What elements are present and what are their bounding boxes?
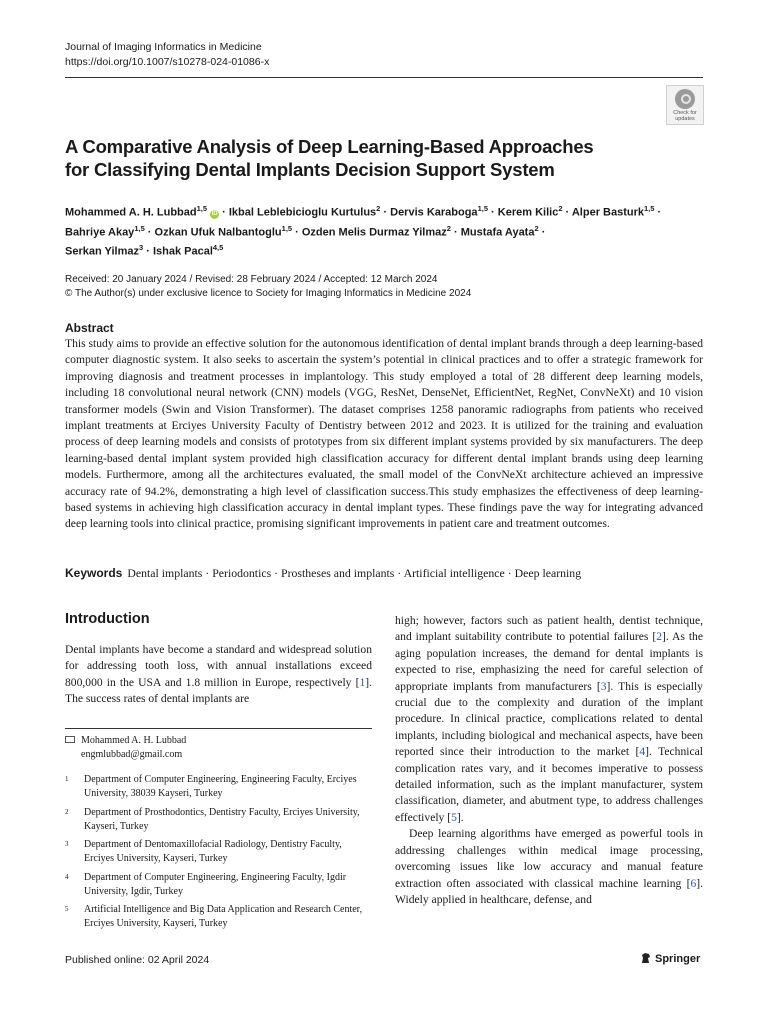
doi-link[interactable]: https://doi.org/10.1007/s10278-024-01086-x <box>65 56 270 68</box>
footnote-rule <box>65 728 372 729</box>
author-affiliation-mark: 3 <box>139 243 144 253</box>
author-name: Kerem Kilic <box>497 206 559 219</box>
springer-horse-icon <box>640 952 652 964</box>
paper-title <box>65 135 665 181</box>
affiliation-text: Department of Computer Engineering, Engineering Faculty, Igdir University, Igdir, Turkey <box>84 872 347 897</box>
affiliation-number: 2 <box>65 808 69 816</box>
check-updates-line2: updates <box>675 116 695 122</box>
corresponding-email[interactable]: engmlubbad@gmail.com <box>81 748 183 760</box>
introduction-heading: Introduction <box>65 611 150 627</box>
author-affiliation-mark: 1,5 <box>196 204 208 213</box>
affiliation-text: Artificial Intelligence and Big Data Application and Research Center, Erciyes University, Kayseri, Turkey <box>84 904 363 929</box>
citation-link[interactable]: 2 <box>656 630 662 644</box>
citation-link[interactable]: 5 <box>451 810 457 824</box>
author-affiliation-mark: 1,5 <box>134 223 145 233</box>
author-affiliation-mark: 2 <box>376 204 381 213</box>
affiliation-number: 4 <box>65 873 69 881</box>
copyright-line: © The Author(s) under exclusive licence to Society for Imaging Informatics in Medicine 2024 <box>65 288 472 299</box>
title-line-1: A Comparative Analysis of Deep Learning-Based Approaches <box>65 136 594 157</box>
affiliation-text: Department of Dentomaxillofacial Radiology, Dentistry Faculty, Erciyes University, Kayseri, Turkey <box>84 839 342 864</box>
corresponding-name: Mohammed A. H. Lubbad <box>81 735 187 746</box>
author-name: Ozkan Ufuk Nalbantoglu <box>154 226 282 239</box>
published-date: Published online: 02 April 2024 <box>65 954 210 966</box>
citation-link[interactable]: 1 <box>359 675 366 689</box>
author-affiliation-mark: 2 <box>446 223 451 233</box>
keywords-label: Keywords <box>65 566 123 580</box>
affiliation-number: 5 <box>65 905 69 913</box>
keywords-line <box>65 566 581 581</box>
check-updates-icon <box>675 89 695 109</box>
header-rule <box>65 77 703 78</box>
keywords-text: Dental implants · Periodontics · Prostheses and implants · Artificial intelligence · Deep learning <box>127 566 582 580</box>
author-name: Mohammed A. H. Lubbad <box>65 206 197 219</box>
abstract-text: This study aims to provide an effective solution for the autonomous identification of dental implant brands through a deep learning-based computer diagnostic system. It also seeks to ascertain the system’s potential in clinical practices and to offer a strategic framework for improving diagnosis and treatment processes in implantology. This study employed a total of 28 different deep learning models, including 18 convolutional neural network (CNN) models (VGG, ResNet, DenseNet, EfficientNet, RegNet, ConvNeXt) and 10 vision transformer models (Swin and Vision Transformer). The dataset comprises 1258 panoramic radiographs from patients who received implant treatments at Erciyes University Faculty of Dentistry between 2012 and 2023. It is utilized for the training and evaluation process of deep learning models and consists of prototypes from six different implant systems provided by six manufacturers. The deep learning-based dental implant system provided high classification accuracy for different dental implant brands using deep learning models. Furthermore, among all the architectures evaluated, the small model of the ConvNeXt architecture achieved an impressive accuracy rate of 94.2%, demonstrating a high level of classification success.This study emphasizes the effectiveness of deep learning-based systems in achieving high classification accuracy in dental implant types. These findings pave the way for integrating advanced deep learning tools into clinical practice, promising significant improvements in patient care and treatment outcomes. <box>65 337 703 531</box>
author-affiliation-mark: 1,5 <box>477 204 488 213</box>
author-name: Mustafa Ayata <box>460 226 535 239</box>
orcid-icon[interactable]: iD <box>211 210 218 217</box>
article-dates <box>65 273 471 301</box>
intro-paragraph-3: Deep learning algorithms have emerged as powerful tools in addressing challenges within medical image processing, overcoming issues like low accuracy and manual feature extraction often associated with classical machine learning [6]. Widely applied in healthcare, defense, and <box>395 827 703 906</box>
title-line-2: for Classifying Dental Implants Decision Support System <box>65 159 555 180</box>
author-affiliation-mark: 1,5 <box>281 223 293 233</box>
author-affiliation-mark: 2 <box>558 204 563 213</box>
author-name: Ozden Melis Durmaz Yilmaz <box>301 226 447 239</box>
citation-link[interactable]: 4 <box>639 745 646 759</box>
envelope-icon <box>65 736 75 743</box>
author-name: Ikbal Leblebicioglu Kurtulus <box>228 206 377 219</box>
author-affiliation-mark: 1,5 <box>644 204 655 213</box>
journal-header <box>65 40 269 70</box>
history-dates: Received: 20 January 2024 / Revised: 28 February 2024 / Accepted: 12 March 2024 <box>65 274 438 285</box>
citation-link[interactable]: 6 <box>690 876 697 890</box>
author-affiliation-mark: 4,5 <box>212 243 224 253</box>
journal-name: Journal of Imaging Informatics in Medicine <box>65 41 262 53</box>
affiliation-number: 3 <box>65 840 69 848</box>
corresponding-author <box>65 734 186 761</box>
check-for-updates-badge[interactable] <box>666 85 704 125</box>
publisher-name: Springer <box>655 953 701 965</box>
affiliation-number: 1 <box>65 775 69 783</box>
author-name: Ishak Pacal <box>152 245 213 258</box>
publisher-logo <box>640 952 700 965</box>
citation-link[interactable]: 3 <box>600 679 607 693</box>
check-updates-line1: Check for <box>673 110 697 116</box>
author-list: Mohammed A. H. Lubbad$^{1,5}$ iD · Ikbal Leblebicioglu Kurtulus$^2$ · Dervis Karaboga$^{1,5}$ · Kerem Kilic$^2$ · Alper Basturk$^{1,5}$ · Bahriye Akay$^{1,5}$ · Ozkan Ufuk Nalbantoglu$^{1,5}$ · Ozden Melis Durmaz Yilmaz$^2$ · Mustafa Ayata$^2$ · Serkan Yilmaz$^3$ · Ishak Pacal$^{4,5}$ <box>65 204 662 258</box>
author-name: Alper Basturk <box>571 206 644 219</box>
intro-paragraph-1: Dental implants have become a standard and widespread solution for addressing tooth loss, with annual installations exceed 800,000 in the USA and 1.8 million in Europe, respectively [1]. The success rates of dental implants are <box>65 643 372 706</box>
abstract-heading: Abstract <box>65 321 114 335</box>
author-name: Serkan Yilmaz <box>65 245 139 258</box>
author-affiliation-mark: 2 <box>534 223 539 233</box>
intro-paragraph-2: high; however, factors such as patient health, dentist technique, and implant suitability contribute to potential failures [2]. As the aging population increases, the demand for dental implants is expected to rise, emphasizing the need for careful selection of appropriate implants from manufacturers [3]. This is especially crucial due to the complexity and duration of the implant procedure. In clinical practice, complications related to dental implants, including biological and mechanical aspects, have been reported since their introduction to the market [4]. Technical complication rates vary, and it becomes imperative to possess detailed information, such as the implant manufacturer, system classification, diameter, and abutment type, to address challenges effectively [5]. <box>395 614 703 824</box>
intro-column-2 <box>395 613 703 908</box>
affiliation-text: Department of Prosthodontics, Dentistry Faculty, Erciyes University, Kayseri, Turkey <box>84 807 360 832</box>
author-name: Dervis Karaboga <box>390 206 478 219</box>
author-name: Bahriye Akay <box>65 226 135 239</box>
affiliation-text: Department of Computer Engineering, Engineering Faculty, Erciyes University, 38039 Kayseri, Turkey <box>84 774 357 799</box>
